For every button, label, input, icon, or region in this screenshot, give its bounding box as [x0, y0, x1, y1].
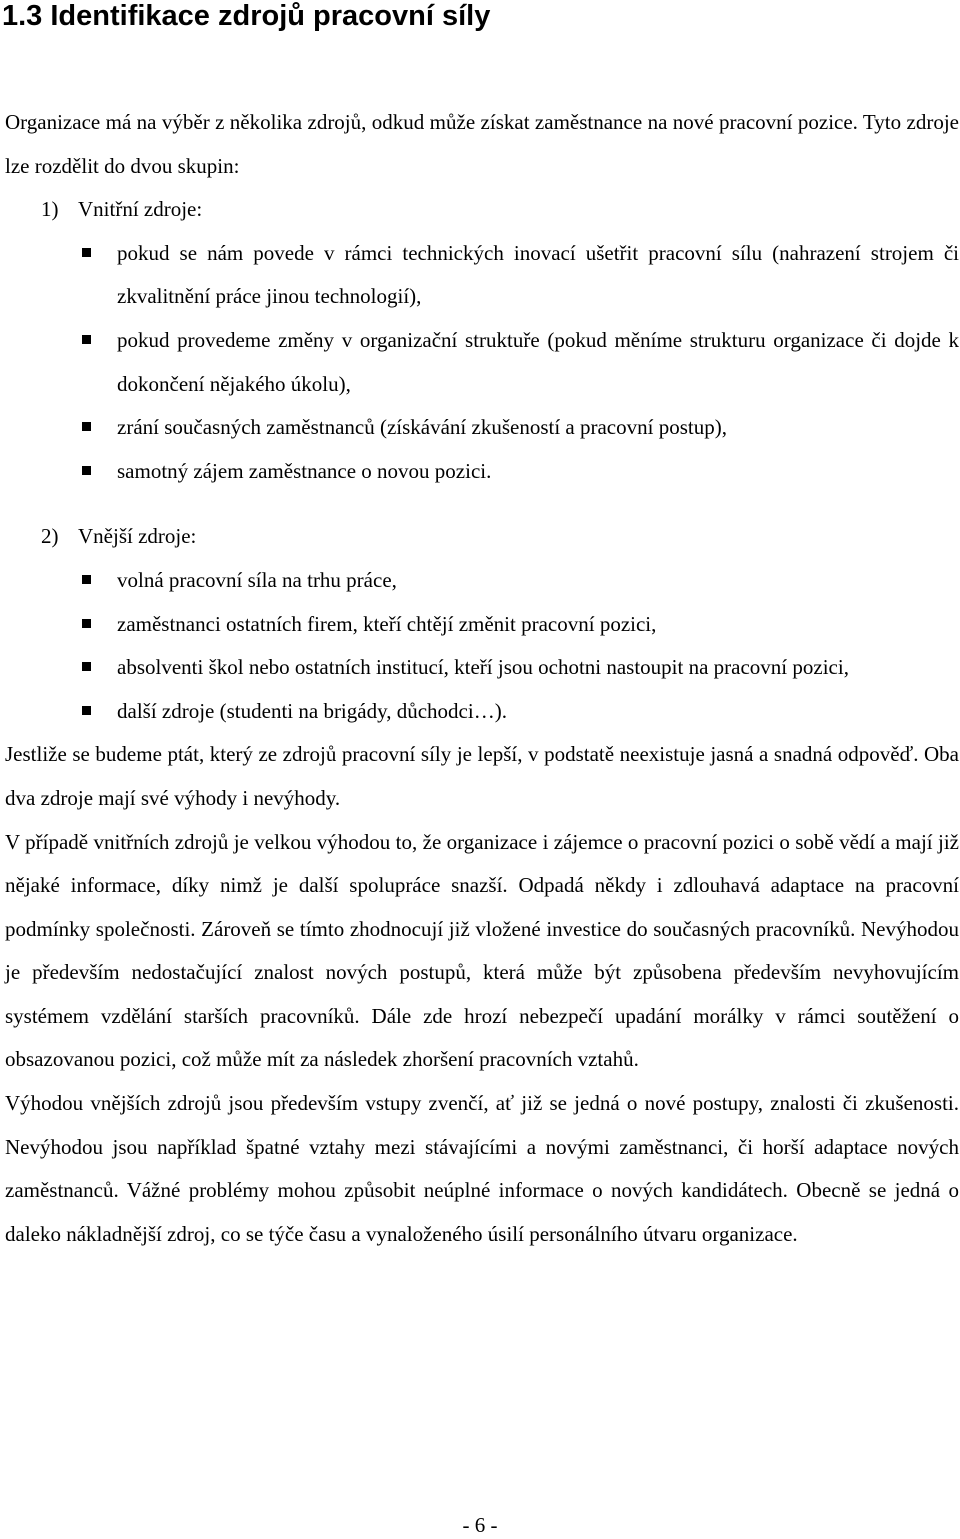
square-bullet-icon	[82, 706, 91, 715]
list-item	[5, 319, 959, 406]
list-heading-internal	[5, 188, 959, 232]
paragraph-external-sources: Výhodou vnějších zdrojů jsou především vstupy zvenčí, ať již se jedná o nové postupy, znalosti či zkušenosti. Nevýhodou jsou například špatné vztahy mezi stávajícími a novými zaměstnanci, či horší adaptace nových zaměstnanců. Vážné problémy mohou způsobit neúplné informace o nových kandidátech. Obecně se jedná o daleko nákladnější zdroj, co se týče času a vynaloženého úsilí personálního útvaru organizace.	[5, 1091, 959, 1246]
list-item-text: pokud provedeme změny v organizační struktuře (pokud měníme strukturu organizace či dojde k dokončení nějakého úkolu),	[117, 327, 959, 396]
section-heading: 1.3 Identifikace zdrojů pracovní síly	[2, 0, 491, 32]
list-item-text: další zdroje (studenti na brigády, důchodci…).	[117, 698, 507, 723]
list-item-text: samotný zájem zaměstnance o novou pozici.	[117, 458, 492, 483]
list-item	[5, 603, 959, 647]
list-item	[5, 232, 959, 319]
list-item	[5, 559, 959, 603]
intro-paragraph: Organizace má na výběr z několika zdrojů, odkud může získat zaměstnance na nové pracovní pozice. Tyto zdroje lze rozdělit do dvou skupin:	[5, 110, 959, 178]
list-item	[5, 646, 959, 690]
list-item	[5, 690, 959, 734]
list-number: 2)	[41, 524, 59, 549]
list-item-text: zaměstnanci ostatních firem, kteří chtějí změnit pracovní pozici,	[117, 611, 657, 636]
list-heading-external	[5, 515, 959, 559]
paragraph-internal-sources: V případě vnitřních zdrojů je velkou výhodou to, že organizace i zájemce o pracovní pozici o sobě vědí a mají již nějaké informace, díky nimž je další spolupráce snazší. Odpadá někdy i zdlouhavá adaptace na pracovní podmínky společnosti. Zároveň se tímto zhodnocují již vložené investice do současných pracovníků. Nevýhodou je především nedostačující znalost nových postupů, která může být způsobena především nevyhovujícím systémem vzdělání starších pracovníků. Dále zde hrozí nebezpečí upadání morálky v rámci soutěžení o obsazovanou pozici, což může mít za následek zhoršení pracovních vztahů.	[5, 829, 959, 1072]
square-bullet-icon	[82, 575, 91, 584]
list-number: 1)	[41, 197, 59, 222]
list-item	[5, 450, 959, 494]
square-bullet-icon	[82, 662, 91, 671]
square-bullet-icon	[82, 422, 91, 431]
paragraph-comparison: Jestliže se budeme ptát, který ze zdrojů pracovní síly je lepší, v podstatě neexistuje jasná a snadná odpověď. Oba dva zdroje mají své výhody i nevýhody.	[5, 742, 959, 810]
square-bullet-icon	[82, 619, 91, 628]
list-item-text: absolventi škol nebo ostatních institucí, kteří jsou ochotni nastoupit na pracovní pozici,	[117, 655, 849, 680]
list-label: Vnitřní zdroje:	[78, 197, 203, 222]
square-bullet-icon	[82, 466, 91, 475]
list-label: Vnější zdroje:	[78, 524, 197, 549]
list-item-text: zrání současných zaměstnanců (získávání zkušeností a pracovní postup),	[117, 415, 727, 440]
spacer	[5, 493, 959, 515]
list-item-text: volná pracovní síla na trhu práce,	[117, 567, 397, 592]
square-bullet-icon	[82, 248, 91, 257]
body-text	[5, 101, 959, 1256]
list-item-text: pokud se nám povede v rámci technických inovací ušetřit pracovní sílu (nahrazení strojem či zkvalitnění práce jinou technologií),	[117, 240, 959, 309]
page-number: - 6 -	[462, 1513, 498, 1537]
list-item	[5, 406, 959, 450]
square-bullet-icon	[82, 335, 91, 344]
